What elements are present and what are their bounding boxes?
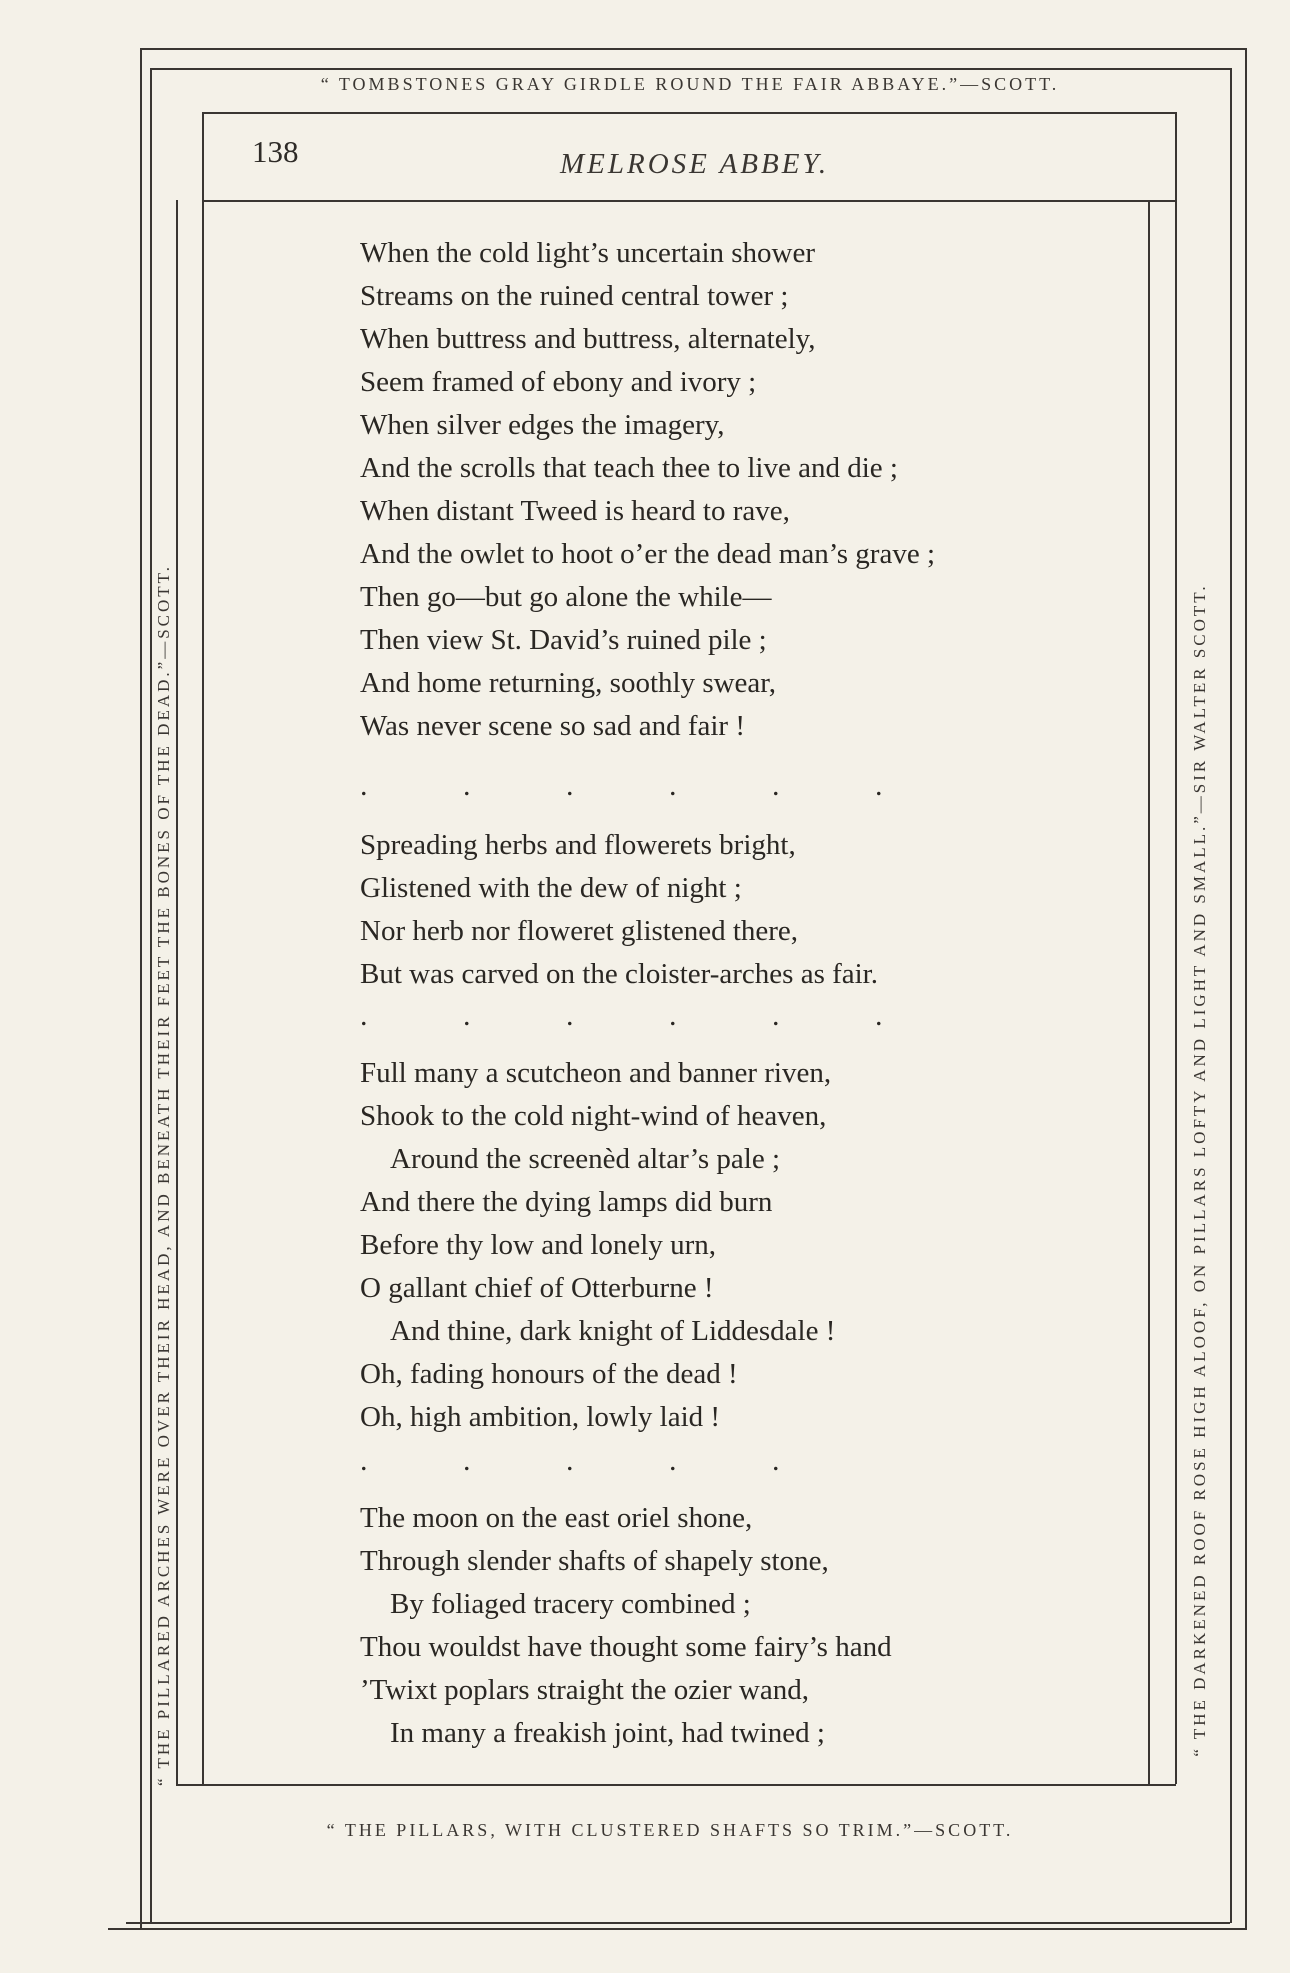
poem-line: And the scrolls that teach thee to live and die ; (360, 452, 898, 484)
poem-line: Glistened with the dew of night ; (360, 872, 742, 904)
poem-line: Was never scene so sad and fair ! (360, 710, 745, 742)
poem-line: And home returning, soothly swear, (360, 667, 777, 699)
poem-line: O gallant chief of Otterburne ! (360, 1272, 714, 1304)
poem-line: Streams on the ruined central tower ; (360, 280, 789, 312)
inner-frame-right (1175, 112, 1177, 1784)
inner-frame-top (202, 112, 1177, 114)
poem-line: Then view St. David’s ruined pile ; (360, 624, 767, 656)
poem-line: And the owlet to hoot o’er the dead man’s grave ; (360, 538, 936, 570)
mid-frame-top (150, 68, 1232, 70)
poem-line: Before thy low and lonely urn, (360, 1229, 716, 1261)
bottom-border-caption: “ THE PILLARS, WITH CLUSTERED SHAFTS SO TRIM.”—SCOTT. (326, 1820, 1014, 1840)
poem-line: When buttress and buttress, alternately, (360, 323, 816, 355)
stanza-break-dots: . . . . . . (360, 769, 927, 802)
running-title: MELROSE ABBEY. (560, 148, 830, 180)
poem-line: And thine, dark knight of Liddesdale ! (390, 1315, 836, 1347)
page-number: 138 (252, 134, 299, 169)
poem-line: Oh, high ambition, lowly laid ! (360, 1401, 721, 1433)
header-rule (202, 200, 1177, 202)
outer-frame-top (140, 48, 1245, 50)
poem-line: Nor herb nor floweret glistened there, (360, 915, 799, 947)
inner-frame-bottom (176, 1784, 1176, 1786)
poem-line: When the cold light’s uncertain shower (360, 237, 816, 269)
poem-line: Then go—but go alone the while— (360, 581, 772, 613)
inner-frame-left (202, 112, 204, 1784)
poem-line: And there the dying lamps did burn (360, 1186, 773, 1218)
poem-line: In many a freakish joint, had twined ; (390, 1717, 825, 1749)
poem-line: When silver edges the imagery, (360, 409, 725, 441)
outer-frame-bottom (108, 1928, 1245, 1930)
poem-line: Seem framed of ebony and ivory ; (360, 366, 757, 398)
poem-line: By foliaged tracery combined ; (390, 1588, 751, 1620)
outer-frame-left (140, 48, 142, 1930)
left-border-caption: “ THE PILLARED ARCHES WERE OVER THEIR HEAD, AND BENEATH THEIR FEET THE BONES OF THE DEAD.”—SCOTT. (154, 563, 173, 1787)
poem-line: When distant Tweed is heard to rave, (360, 495, 790, 527)
poem-line: Thou wouldst have thought some fairy’s hand (360, 1631, 892, 1663)
poem-line: ’Twixt poplars straight the ozier wand, (360, 1674, 809, 1706)
poem-line: Spreading herbs and flowerets bright, (360, 829, 796, 861)
stanza-break-dots: . . . . . (360, 1444, 824, 1477)
poem-line: Oh, fading honours of the dead ! (360, 1358, 738, 1390)
poem-line: Shook to the cold night-wind of heaven, (360, 1100, 827, 1132)
mid-frame-right (1230, 68, 1232, 1923)
outer-frame-right (1245, 48, 1247, 1930)
poem-line: Around the screenèd altar’s pale ; (390, 1143, 780, 1175)
mid-frame-bottom (126, 1922, 1230, 1924)
text-box-left (176, 200, 178, 1784)
poem-line: The moon on the east oriel shone, (360, 1502, 753, 1534)
poem-line: Through slender shafts of shapely stone, (360, 1545, 829, 1577)
text-box-right (1148, 200, 1150, 1784)
top-border-caption: “ TOMBSTONES GRAY GIRDLE ROUND THE FAIR ABBAYE.”—SCOTT. (320, 74, 1060, 94)
poem-line: But was carved on the cloister-arches as fair. (360, 958, 878, 990)
stanza-break-dots: . . . . . . (360, 999, 927, 1032)
mid-frame-left (150, 68, 152, 1923)
right-border-caption: “ THE DARKENED ROOF ROSE HIGH ALOOF, ON PILLARS LOFTY AND LIGHT AND SMALL.”—SIR WALTER SCOTT. (1190, 583, 1209, 1757)
poem-line: Full many a scutcheon and banner riven, (360, 1057, 832, 1089)
